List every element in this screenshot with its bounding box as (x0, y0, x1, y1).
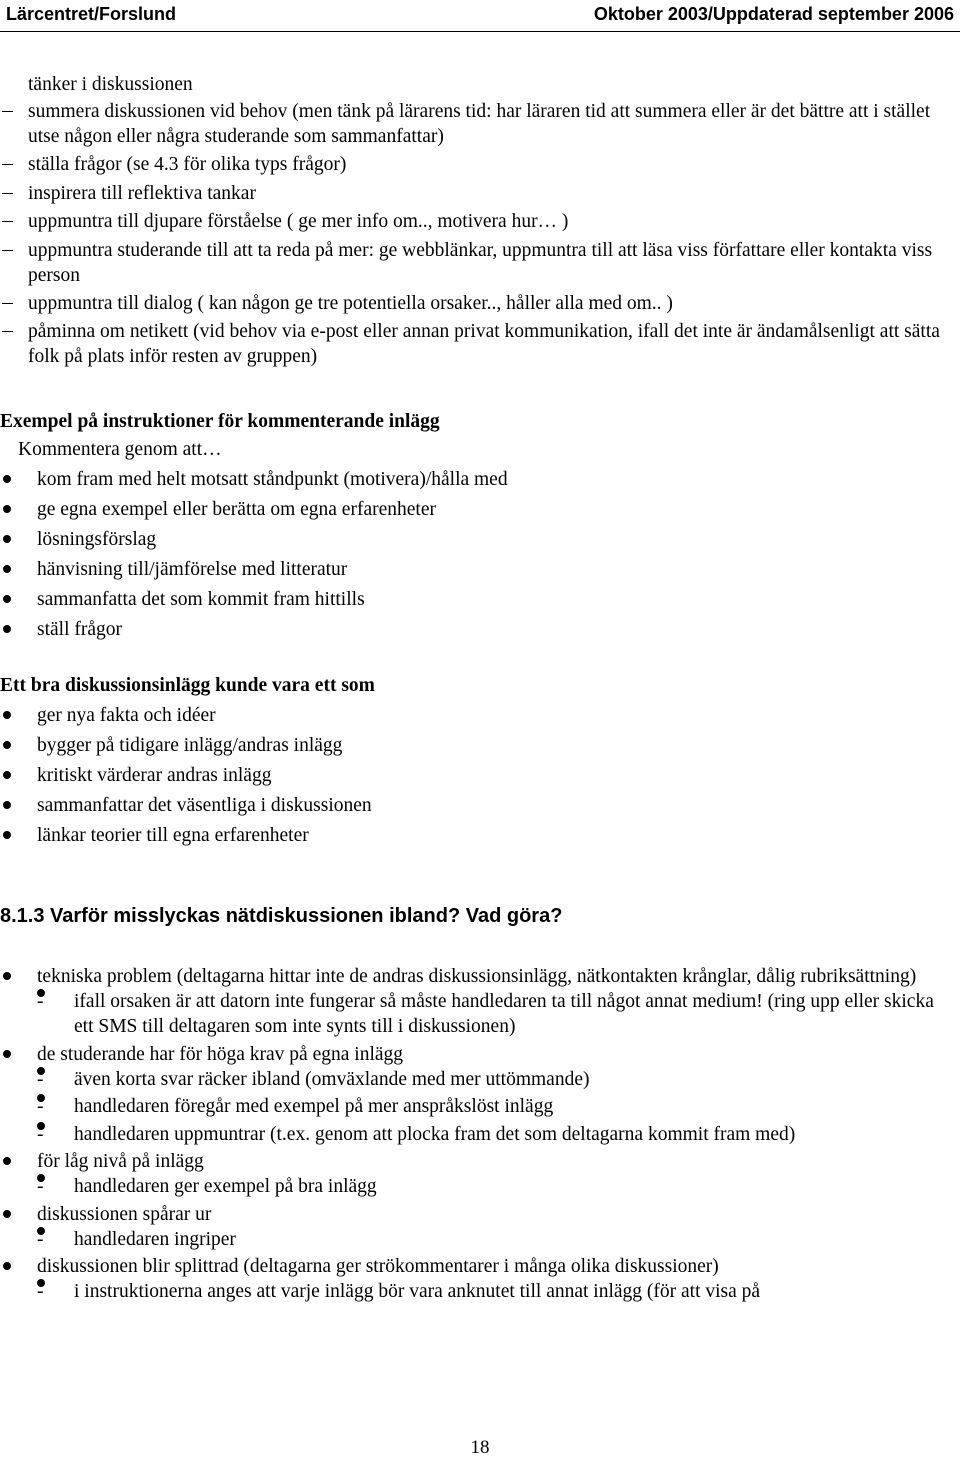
list-item: summera diskussionen vid behov (men tänk på lärarens tid: har läraren tid att summera eller är det bättre att i stället utse någon eller några studerande som sammanfattar) (0, 99, 952, 149)
list-item: sammanfattar det väsentliga i diskussionen (0, 793, 940, 818)
good-post-list (0, 703, 940, 853)
list-item: inspirera till reflektiva tankar (0, 181, 952, 206)
problem-item: de studerande har för höga krav på egna inlägg - även korta svar räcker ibland (omväxlande med mer uttömmande) - handledaren föregår med exempel på mer anspråkslöst inlägg - handledaren uppmuntrar (t.ex. genom att plocka fram det som deltagarna kommit fram med) (0, 1042, 955, 1147)
list-item: bygger på tidigare inlägg/andras inlägg (0, 733, 940, 758)
bullet-icon (3, 1050, 11, 1058)
bullet-icon (3, 972, 11, 980)
page-number: 18 (470, 1437, 490, 1458)
instructions-subheading: Kommentera genom att… (18, 439, 222, 460)
intro-line: tänker i diskussionen (28, 74, 193, 95)
solution-item: - handledaren ingriper (37, 1228, 236, 1250)
dash-marker (2, 193, 13, 194)
solution-item: - även korta svar räcker ibland (omväxlande med mer uttömmande) (37, 1068, 590, 1090)
problems-list (0, 964, 955, 1307)
list-item: kom fram med helt motsatt ståndpunkt (motivera)/hålla med (0, 467, 940, 492)
header-divider (0, 31, 960, 32)
solution-list (37, 989, 955, 1039)
page-header (6, 4, 954, 26)
bullet-icon (3, 565, 11, 573)
bullet-icon (3, 1210, 11, 1218)
bullet-icon (3, 625, 11, 633)
list-item: ger nya fakta och idéer (0, 703, 940, 728)
solution-item: - ifall orsaken är att datorn inte fungerar så måste handledaren ta till något annat medium! (ring upp eller skicka ett SMS till deltagaren som inte synts till i diskussionen) (37, 991, 934, 1037)
list-item: ge egna exempel eller berätta om egna erfarenheter (0, 497, 940, 522)
solution-list (37, 1067, 955, 1147)
header-left: Lärcentret/Forslund (6, 4, 177, 24)
solution-item: - handledaren föregår med exempel på mer anspråkslöst inlägg (37, 1096, 554, 1117)
bullet-icon (3, 1157, 11, 1165)
list-item: ställa frågor (se 4.3 för olika typs frågor) (0, 152, 952, 177)
list-item: påminna om netikett (vid behov via e-post eller annan privat kommunikation, ifall det inte är ändamålsenligt att sätta folk på plats inför resten av gruppen) (0, 319, 952, 369)
solution-list (37, 1174, 955, 1199)
bullet-icon (3, 831, 11, 839)
instructions-list (0, 467, 940, 647)
bullet-icon (3, 535, 11, 543)
problem-item: tekniska problem (deltagarna hittar inte de andras diskussionsinlägg, nätkontakten krånglar, dålig rubriksättning) - ifall orsaken är att datorn inte fungerar så måste handledaren ta till något annat medium! (ring upp eller skicka ett SMS till deltagaren som inte synts till i diskussionen) (0, 964, 955, 1039)
bullet-icon (3, 771, 11, 779)
list-item: ställ frågor (0, 617, 940, 642)
dash-marker (2, 331, 13, 332)
solution-item: - handledaren uppmuntrar (t.ex. genom att plocka fram det som deltagarna kommit fram med) (37, 1123, 796, 1145)
dash-marker (2, 250, 13, 251)
solution-list (37, 1227, 955, 1252)
dash-marker (2, 164, 13, 165)
header-right: Oktober 2003/Uppdaterad september 2006 (593, 4, 954, 24)
bullet-icon (3, 595, 11, 603)
bullet-icon (3, 475, 11, 483)
good-post-heading: Ett bra diskussionsinlägg kunde vara ett som (0, 675, 375, 696)
bullet-icon (3, 505, 11, 513)
problem-item: diskussionen blir splittrad (deltagarna ger strökommentarer i många olika diskussioner) - i instruktionerna anges att varje inlägg bör vara anknutet till annat inlägg (för att visa på (0, 1254, 955, 1304)
bullet-icon (3, 801, 11, 809)
dash-marker (2, 303, 13, 304)
bullet-icon (3, 741, 11, 749)
problem-item: diskussionen spårar ur - handledaren ingriper (0, 1202, 955, 1252)
problem-item: för låg nivå på inlägg - handledaren ger exempel på bra inlägg (0, 1149, 955, 1199)
list-item: uppmuntra studerande till att ta reda på mer: ge webblänkar, uppmuntra till att läsa viss författare eller kontakta viss person (0, 238, 952, 288)
dash-marker (2, 221, 13, 222)
list-item: länkar teorier till egna erfarenheter (0, 823, 940, 848)
list-item: uppmuntra till dialog ( kan någon ge tre potentiella orsaker.., håller alla med om.. ) (0, 291, 952, 316)
solution-item: - i instruktionerna anges att varje inlägg bör vara anknutet till annat inlägg (för att visa på (37, 1281, 761, 1302)
list-item: sammanfatta det som kommit fram hittills (0, 587, 940, 612)
solution-item: - handledaren ger exempel på bra inlägg (37, 1176, 377, 1197)
list-item: uppmuntra till djupare förståelse ( ge mer info om.., motivera hur… ) (0, 209, 952, 234)
section-heading: 8.1.3 Varför misslyckas nätdiskussionen ibland? Vad göra? (0, 905, 563, 927)
bullet-icon (3, 711, 11, 719)
dash-marker (2, 111, 13, 112)
list-item: lösningsförslag (0, 527, 940, 552)
list-item: kritiskt värderar andras inlägg (0, 763, 940, 788)
moderator-task-list (0, 99, 952, 373)
solution-list (37, 1279, 955, 1304)
list-item: hänvisning till/jämförelse med litteratur (0, 557, 940, 582)
instructions-heading: Exempel på instruktioner för kommenterande inlägg (0, 411, 440, 432)
bullet-icon (3, 1262, 11, 1270)
